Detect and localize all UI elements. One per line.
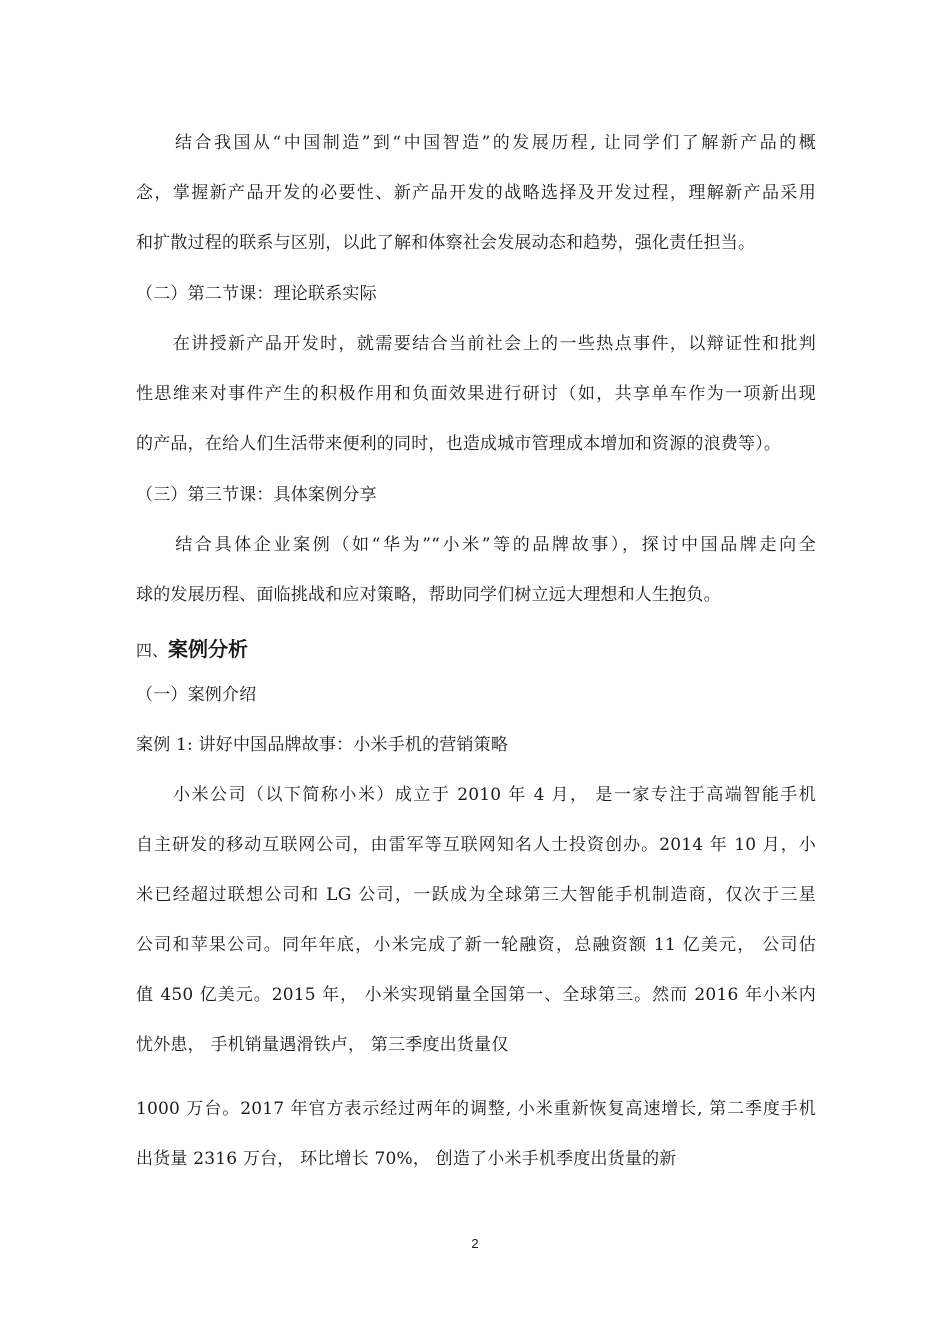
paragraph-line: 球的发展历程、面临挑战和应对策略，帮助同学们树立远大理想和人生抱负。	[136, 585, 721, 605]
paragraph-line: 结合具体企业案例（如“华为”“小米”等的品牌故事），探讨中国品牌走向全	[136, 535, 816, 555]
section-heading	[136, 635, 248, 665]
paragraph-line: 出货量 2316 万台， 环比增长 70%， 创造了小米手机季度出货量的新	[136, 1149, 677, 1169]
subsection-title: （三）第三节课：具体案例分享	[136, 485, 377, 505]
paragraph-line: 小米公司（以下简称小米）成立于 2010 年 4 月， 是一家专注于高端智能手机	[136, 785, 816, 805]
paragraph-line: 自主研发的移动互联网公司，由雷军等互联网知名人士投资创办。2014 年 10 月，小	[136, 835, 816, 855]
paragraph-line: 值 450 亿美元。2015 年， 小米实现销量全国第一、全球第三。然而 2016 年小米内	[136, 985, 816, 1005]
paragraph-line: 公司和苹果公司。同年年底，小米完成了新一轮融资，总融资额 11 亿美元， 公司估	[136, 935, 816, 955]
paragraph-line: 结合我国从“中国制造”到“中国智造”的发展历程, 让同学们了解新产品的概	[136, 133, 816, 153]
section-number: 四、	[136, 641, 169, 660]
paragraph-line: 米已经超过联想公司和 LG 公司，一跃成为全球第三大智能手机制造商，仅次于三星	[136, 885, 816, 905]
paragraph-line: 念，掌握新产品开发的必要性、新产品开发的战略选择及开发过程，理解新产品采用	[136, 183, 816, 203]
paragraph-line: 的产品，在给人们生活带来便利的同时，也造成城市管理成本增加和资源的浪费等）。	[136, 434, 782, 454]
paragraph-line: 性思维来对事件产生的积极作用和负面效果进行研讨（如，共享单车作为一项新出现	[136, 384, 816, 404]
paragraph-line: 在讲授新产品开发时，就需要结合当前社会上的一些热点事件，以辩证性和批判	[136, 334, 816, 354]
page-number: 2	[471, 1236, 479, 1251]
paragraph-line: 1000 万台。2017 年官方表示经过两年的调整, 小米重新恢复高速增长, 第二季度手机	[136, 1099, 816, 1119]
subsection-title: （一）案例介绍	[136, 685, 257, 705]
section-title: 案例分析	[168, 637, 249, 661]
paragraph-line: 和扩散过程的联系与区别，以此了解和体察社会发展动态和趋势，强化责任担当。	[136, 233, 756, 253]
case-title: 案例 1: 讲好中国品牌故事：小米手机的营销策略	[136, 735, 509, 755]
subsection-title: （二）第二节课：理论联系实际	[136, 284, 377, 304]
paragraph-line: 忧外患， 手机销量遇滑铁卢， 第三季度出货量仅	[136, 1035, 509, 1055]
